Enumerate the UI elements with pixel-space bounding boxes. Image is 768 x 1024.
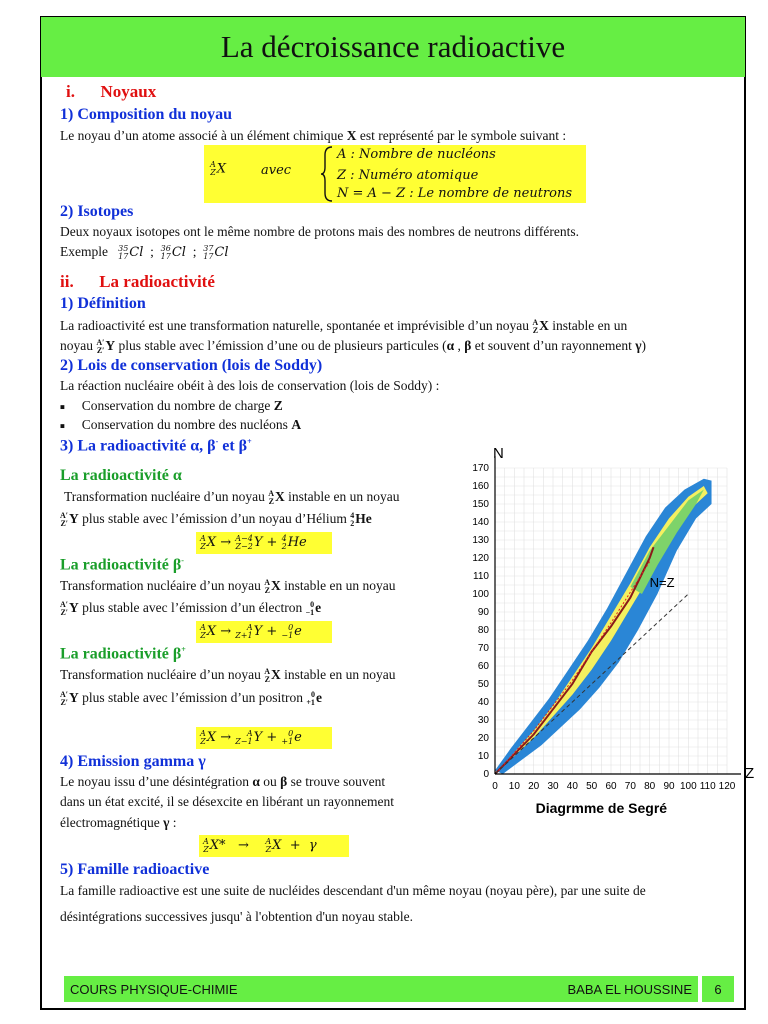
gamma-line-2: dans un état excité, il se désexcite en libérant un rayonnement [60, 794, 394, 809]
x-tick-label: 110 [699, 781, 716, 792]
alpha-line-2: A′ Z′Y plus stable avec l’émission d’un noyau d’Hélium 4 2He [60, 510, 372, 528]
beta-minus-equation: A ZX → A Z+1Y + 0 −1e [196, 621, 332, 643]
x-tick-label: 50 [586, 781, 598, 792]
y-tick-label: 10 [477, 751, 489, 762]
def-close: ) [641, 338, 647, 353]
soddy-bullet-1: ■ Conservation du nombre de charge Z [60, 398, 283, 413]
nucleus-symbol [210, 161, 226, 177]
family-line-2: désintégrations successives jusqu' à l'obtention d'un noyau stable. [60, 909, 413, 924]
beta-plus-line-1: Transformation nucléaire d’un noyau A ZX instable en un noyau [60, 666, 396, 684]
def-z: Z : Numéro atomique [337, 168, 479, 183]
subsection-isotopes-title: 2) Isotopes [60, 203, 134, 220]
y-tick-label: 20 [477, 733, 489, 744]
x-axis-label: Z [745, 765, 755, 782]
y-tick-label: 150 [472, 499, 489, 510]
soddy-b1-z: Z [273, 398, 283, 413]
curly-brace [320, 145, 334, 203]
isotope-cl37: 37 17Cl [203, 243, 229, 261]
section-1-heading [66, 82, 156, 102]
y-tick-label: 60 [477, 661, 489, 672]
isotope-cl36: 36 17Cl [160, 243, 186, 261]
y-tick-label: 30 [477, 715, 489, 726]
y-tick-label: 90 [477, 607, 489, 618]
def-line2-a: noyau [60, 338, 97, 353]
section-1-title: Noyaux [100, 82, 157, 101]
composition-text-c: est représenté par le symbole suivant : [356, 128, 567, 143]
soddy-bullet-2: ■ Conservation du nombre des nucléons A [60, 417, 302, 432]
definition-line-2: noyau A′ Z′Y plus stable avec l’émission d’une ou de plusieurs particules (α , β et souvent d’un rayonnement γ) [60, 337, 647, 355]
page-title: La décroissance radioactive [41, 17, 745, 77]
footer-author: BABA EL HOUSSINE [567, 981, 692, 997]
def-line1-a: La radioactivité est une transformation naturelle, spontanée et imprévisible d’un noyau [60, 318, 533, 333]
section-2-title: La radioactivité [99, 272, 215, 291]
composition-text-a: Le noyau d’un atome associé à un élément chimique [60, 128, 347, 143]
x-tick-label: 70 [624, 781, 636, 792]
def-comma: , [454, 338, 465, 353]
section-2-number: ii. [60, 272, 74, 291]
alpha-title: La radioactivité α [60, 467, 182, 484]
avec-label: avec [261, 163, 292, 178]
isotopes-example [60, 244, 229, 261]
y-tick-label: 130 [472, 535, 489, 546]
y-tick-label: 80 [477, 625, 489, 636]
alpha-line-1: Transformation nucléaire d’un noyau A ZX instable en un noyau [64, 488, 400, 506]
beta-minus-line-2: A′ Z′Y plus stable avec l’émission d’un électron 0 −1e [60, 599, 322, 617]
subsection-soddy-title: 2) Lois de conservation (lois de Soddy) [60, 357, 323, 374]
beta-plus-title: La radioactivité β+ [60, 645, 186, 663]
y-axis-label: N [493, 445, 504, 462]
y-tick-label: 170 [472, 463, 489, 474]
beta-minus-title: La radioactivité β- [60, 556, 184, 574]
composition-text [60, 128, 566, 144]
footer-bar [64, 976, 698, 1002]
symbol-az [210, 161, 216, 177]
y-tick-label: 160 [472, 481, 489, 492]
footer-course: COURS PHYSIQUE-CHIMIE [70, 981, 238, 997]
nucleus-symbol-box [204, 145, 586, 203]
soddy-b1: Conservation du nombre de charge [81, 398, 274, 413]
def-n: N = A − Z : Le nombre de neutrons [337, 186, 572, 201]
def-line2-b: plus stable avec l’émission d’une ou de plusieurs particules ( [115, 338, 447, 353]
beta-minus-line-1: Transformation nucléaire d’un noyau A ZX instable en un noyau [60, 577, 396, 595]
def-alpha: α [446, 338, 455, 353]
example-label: Exemple [60, 244, 108, 259]
x-tick-label: 100 [679, 781, 697, 792]
section-2-heading [60, 272, 215, 292]
family-line-1: La famille radioactive est une suite de nucléides descendant d'un même noyau (noyau père), par une suite de [60, 883, 646, 898]
y-tick-label: 40 [477, 697, 489, 708]
segre-chart [455, 442, 755, 822]
gamma-line-1: Le noyau issu d’une désintégration α ou β se trouve souvent [60, 774, 386, 789]
y-tick-label: 100 [472, 589, 489, 600]
y-tick-label: 0 [483, 769, 489, 780]
subsection-gamma-title: 4) Emission gamma γ [60, 753, 206, 770]
subsection-types-title: 3) La radioactivité α, β- et β+ [60, 437, 252, 455]
def-beta: β [464, 338, 472, 353]
y-tick-label: 120 [472, 553, 489, 564]
def-line1-b: instable en un [548, 318, 628, 333]
symbol-a: A [210, 160, 216, 169]
footer-page-number: 6 [702, 976, 734, 1002]
y-tick-label: 50 [477, 679, 489, 690]
isotopes-text: Deux noyaux isotopes ont le même nombre de protons mais des nombres de neutrons différents. [60, 224, 580, 239]
sep-1: ; [150, 244, 154, 259]
gamma-equation: A ZX* → A ZX + γ [199, 835, 349, 857]
x-tick-label: 30 [547, 781, 559, 792]
symbol-z: Z [210, 168, 216, 177]
y-tick-label: 110 [473, 571, 489, 582]
def-a: A : Nombre de nucléons [337, 147, 496, 162]
x-tick-label: 20 [528, 781, 540, 792]
composition-text-x: X [346, 128, 357, 143]
isotope-cl35: 35 17Cl [118, 243, 144, 261]
x-tick-label: 120 [718, 781, 736, 792]
chart-title: Diagrmme de Segré [535, 800, 668, 816]
y-tick-label: 70 [477, 643, 489, 654]
x-tick-label: 0 [492, 781, 498, 792]
def-line2-c: et souvent d’un rayonnement [471, 338, 636, 353]
soddy-text: La réaction nucléaire obéit à des lois de conservation (lois de Soddy) : [60, 378, 440, 393]
subsection-composition-title: 1) Composition du noyau [60, 106, 233, 123]
soddy-b2: Conservation du nombre des nucléons [81, 417, 292, 432]
x-tick-label: 40 [566, 781, 578, 792]
n-equals-z-label: N=Z [649, 574, 675, 590]
subsection-family-title: 5) Famille radioactive [60, 861, 210, 878]
def-gamma: γ [635, 338, 642, 353]
x-tick-label: 10 [508, 781, 520, 792]
x-tick-label: 60 [605, 781, 617, 792]
sep-2: ; [192, 244, 197, 259]
gamma-line-3: électromagnétique γ : [60, 815, 177, 830]
beta-plus-equation: A ZX → A Z−1Y + 0 +1e [196, 727, 332, 749]
symbol-x: X [216, 161, 227, 177]
definition-line-1: La radioactivité est une transformation naturelle, spontanée et imprévisible d’un noyau A ZX instable en un [60, 317, 628, 335]
beta-plus-line-2: A′ Z′Y plus stable avec l’émission d’un positron 0 +1e [60, 689, 322, 707]
soddy-b2-a: A [291, 417, 302, 432]
alpha-equation: A ZX → A−4 Z−2Y + 4 2He [196, 532, 332, 554]
section-1-number: i. [66, 82, 75, 101]
subsection-definition-title: 1) Définition [60, 295, 146, 312]
y-tick-label: 140 [472, 517, 489, 528]
x-tick-label: 80 [644, 781, 656, 792]
x-tick-label: 90 [663, 781, 675, 792]
